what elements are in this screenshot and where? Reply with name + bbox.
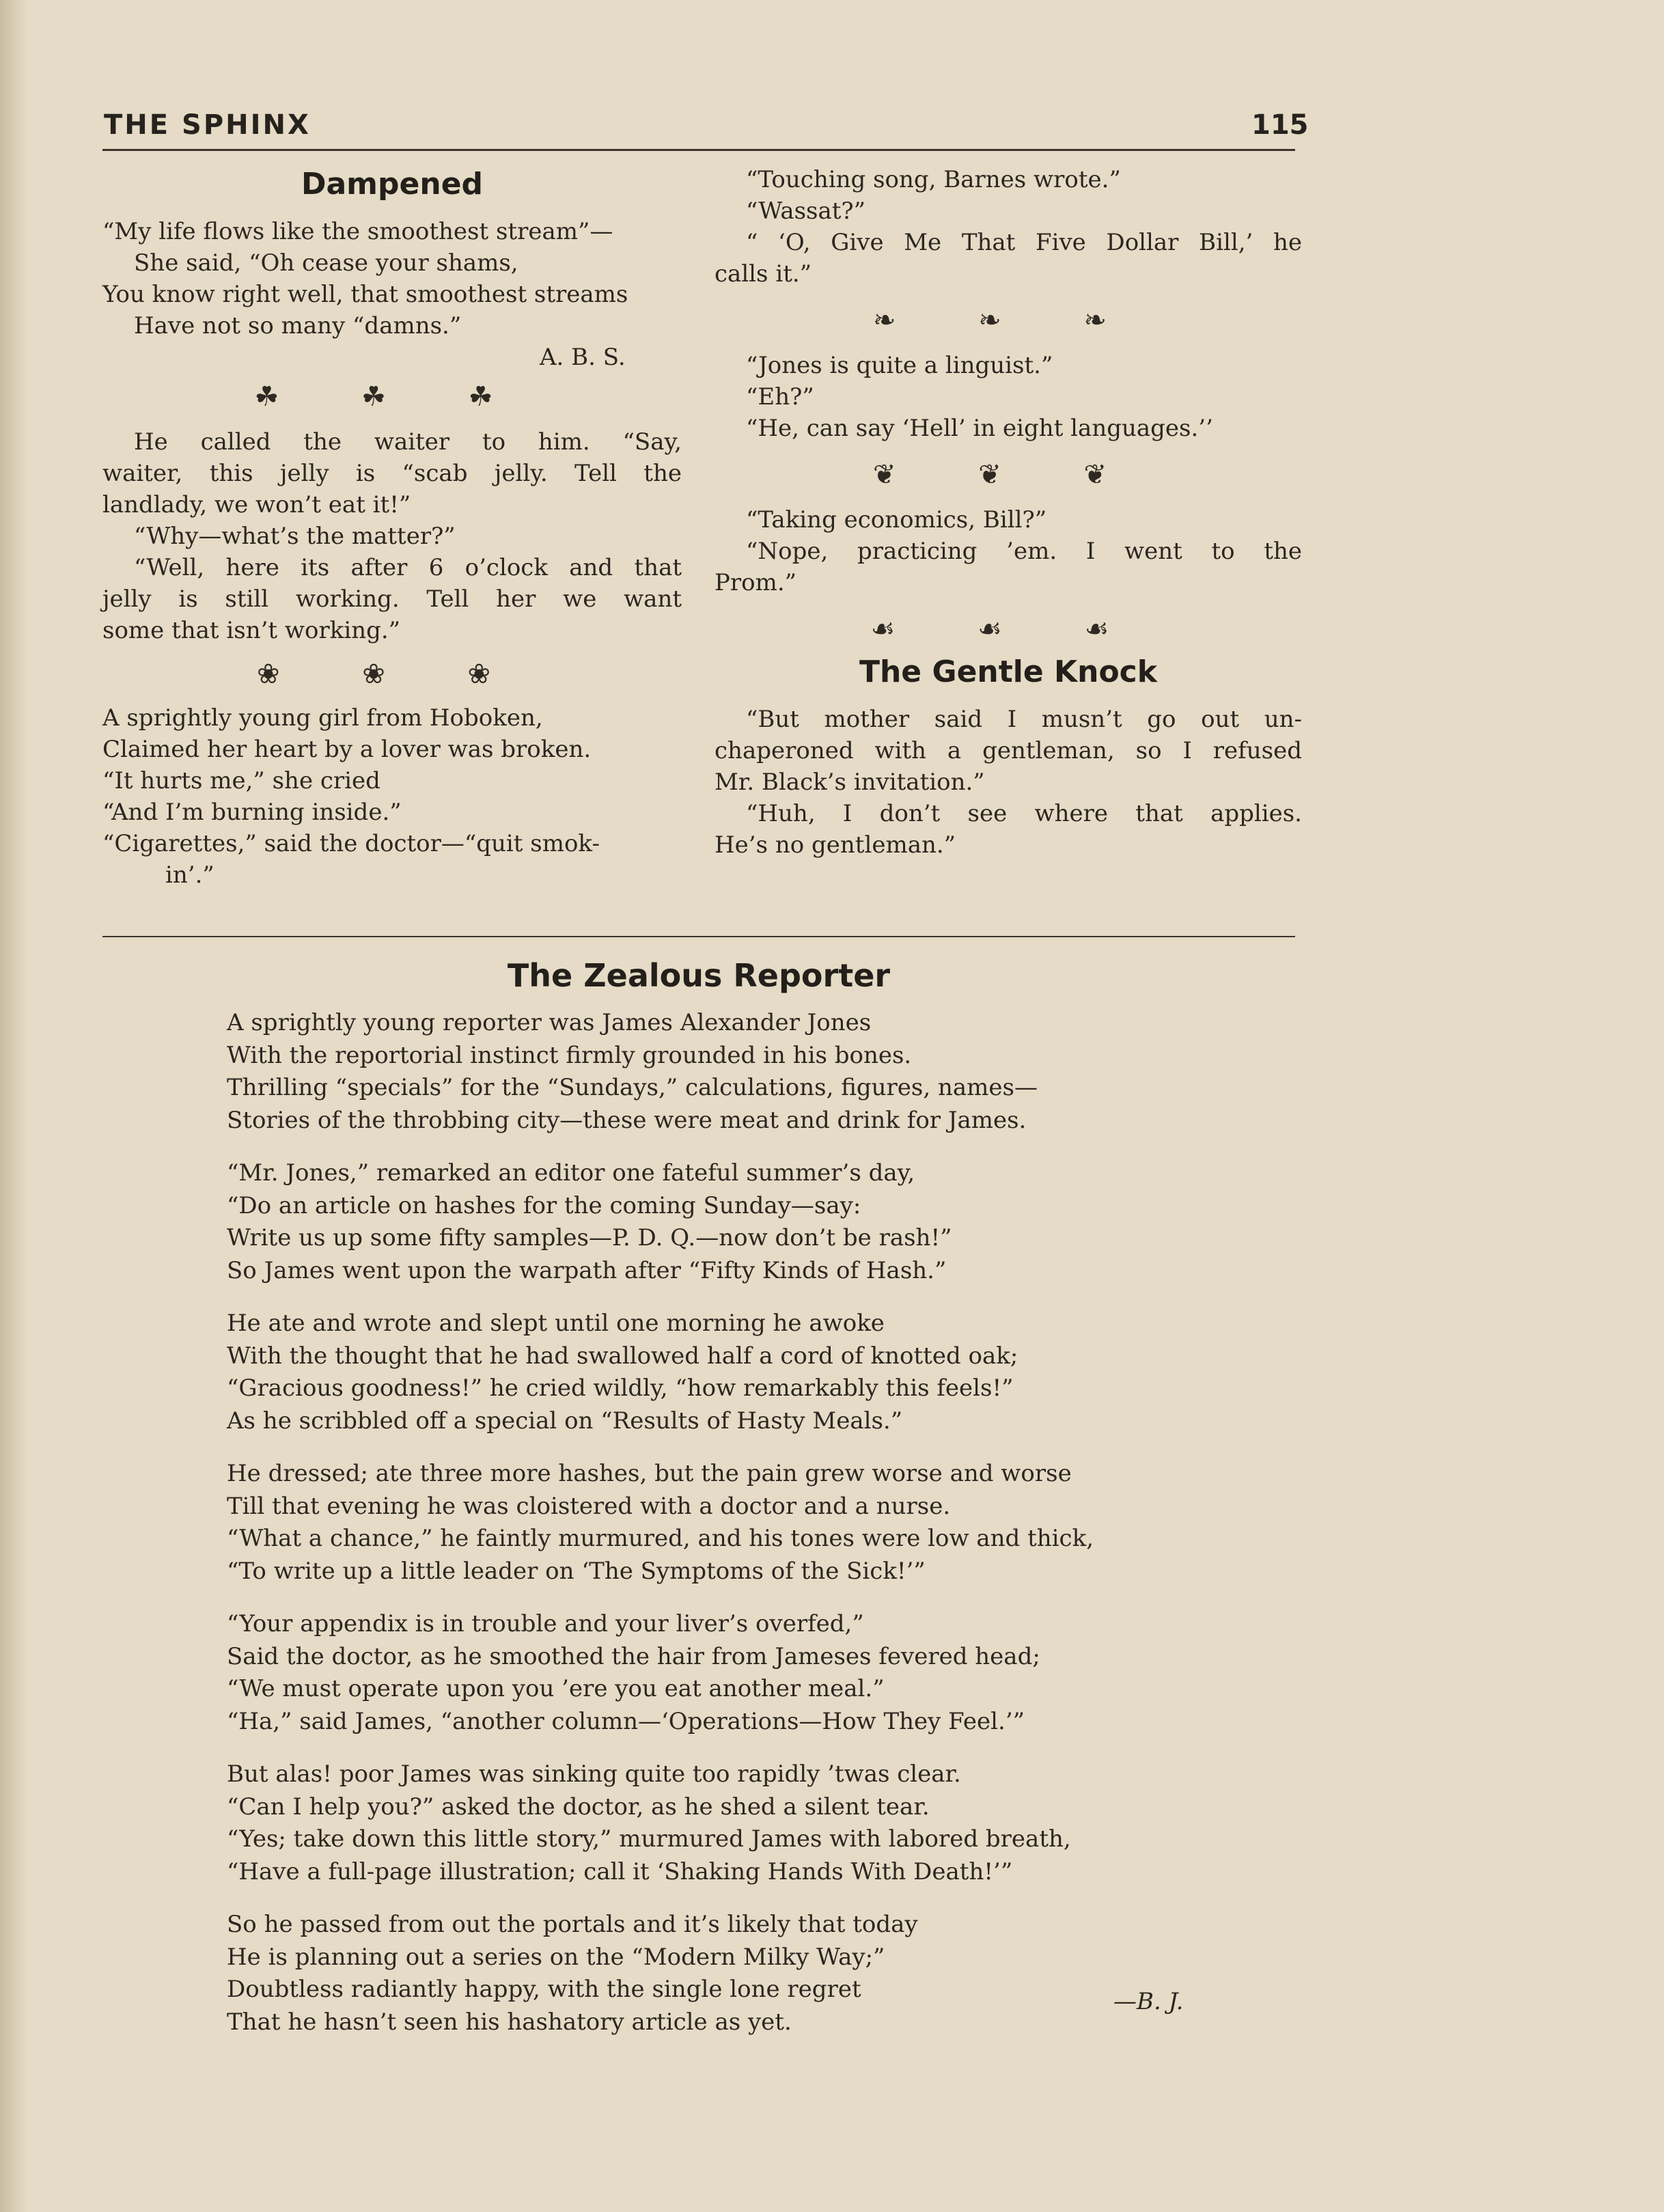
poem-line: Stories of the throbbing city—these were meat and drink for James.	[227, 1106, 1027, 1134]
text-line: He’s no gentleman.”	[715, 831, 956, 859]
poem-line: Thrilling “specials” for the “Sundays,” calculations, figures, names—	[227, 1074, 1038, 1101]
left-column	[102, 164, 682, 891]
poem-line: “Your appendix is in trouble and your liver’s overfed,”	[227, 1610, 864, 1637]
joke-line: waiter, this jelly is “scab jelly. Tell the	[102, 460, 682, 487]
poem-stanza	[227, 1157, 1238, 1287]
joke-line: “Eh?”	[746, 383, 814, 411]
poem-line: “To write up a little leader on ‘The Symptoms of the Sick!’”	[227, 1557, 926, 1585]
joke-line: “Nope, practicing ’em. I went to the	[746, 538, 1302, 565]
poem-line: With the reportorial instinct firmly grounded in his bones.	[227, 1041, 912, 1069]
zealous-reporter-poem	[227, 1007, 1238, 2059]
joke-line: landlady, we won’t eat it!”	[102, 491, 411, 519]
poem-line: He dressed; ate three more hashes, but the pain grew worse and worse	[227, 1460, 1072, 1487]
text-line: “Huh, I don’t see where that applies.	[746, 800, 1302, 827]
joke-line: “He, can say ‘Hell’ in eight languages.’’	[746, 415, 1213, 442]
poem-stanza	[227, 1909, 1238, 2038]
gentle-knock-title: The Gentle Knock	[859, 654, 1158, 689]
poem-stanza	[227, 1007, 1238, 1137]
dampened-poem	[102, 216, 682, 342]
poem-line: “Do an article on hashes for the coming Sunday—say:	[227, 1191, 861, 1219]
dampened-title: Dampened	[301, 167, 484, 202]
ornament-divider: ☘ ☘ ☘	[254, 381, 530, 413]
poem-stanza	[227, 1308, 1238, 1437]
page-binding-shadow	[0, 0, 27, 2212]
ornament-divider: ❧ ❧ ❧	[873, 305, 1143, 336]
joke-line: “Jones is quite a linguist.”	[746, 352, 1053, 379]
poem-stanza	[227, 1758, 1238, 1888]
poem-line: He ate and wrote and slept until one morning he awoke	[227, 1310, 885, 1337]
joke-line: “Touching song, Barnes wrote.”	[746, 166, 1121, 193]
poem-line: “Yes; take down this little story,” murmured James with labored breath,	[227, 1825, 1071, 1853]
ornament-divider: ☙ ☙ ☙	[870, 613, 1146, 645]
limerick-line: “It hurts me,” she cried	[102, 767, 380, 794]
poem-stanza	[227, 1608, 1238, 1738]
poem-line: So James went upon the warpath after “Fifty Kinds of Hash.”	[227, 1256, 947, 1284]
poem-line: You know right well, that smoothest streams	[102, 281, 628, 308]
text-line: chaperoned with a gentleman, so I refused	[715, 737, 1302, 764]
poem-line: As he scribbled off a special on “Results of Hasty Meals.”	[227, 1407, 903, 1435]
poem-line: So he passed from out the portals and it’s likely that today	[227, 1911, 918, 1938]
joke-line: “Wassat?”	[746, 197, 866, 225]
header-rule	[102, 149, 1295, 151]
poem-line: He is planning out a series on the “Modern Milky Way;”	[227, 1943, 885, 1971]
text-line: “But mother said I musn’t go out un-	[746, 706, 1302, 733]
poem-line: “What a chance,” he faintly murmured, and his tones were low and thick,	[227, 1525, 1094, 1552]
poem-line: “Have a full-page illustration; call it ‘Shaking Hands With Death!’”	[227, 1857, 1013, 1885]
poem-line: Have not so many “damns.”	[134, 312, 462, 340]
ornament-divider: ❀ ❀ ❀	[257, 659, 527, 690]
poem-line: “Can I help you?” asked the doctor, as he shed a silent tear.	[227, 1793, 930, 1821]
joke-line: He called the waiter to him. “Say,	[134, 428, 682, 456]
poem-line: “Mr. Jones,” remarked an editor one fateful summer’s day,	[227, 1159, 915, 1187]
poem-line: Till that evening he was cloistered with a doctor and a nurse.	[227, 1492, 951, 1520]
poem-signature: —B. J.	[1113, 1988, 1184, 2015]
gentle-knock-text	[715, 704, 1302, 861]
joke-line: jelly is still working. Tell her we want	[102, 585, 682, 613]
limerick-line: Claimed her heart by a lover was broken.	[102, 736, 592, 763]
poem-line: “Ha,” said James, “another column—‘Operations—How They Feel.’”	[227, 1707, 1025, 1735]
poem-line: Write us up some fifty samples—P. D. Q.—now don’t be rash!”	[227, 1224, 952, 1252]
limerick-line: A sprightly young girl from Hoboken,	[102, 704, 543, 732]
economics-joke	[715, 504, 1302, 598]
song-joke	[715, 164, 1302, 290]
joke-line: “Why—what’s the matter?”	[134, 523, 456, 550]
poem-line: That he hasn’t seen his hashatory article as yet.	[227, 2008, 792, 2036]
poem-line: Doubtless radiantly happy, with the single lone regret	[227, 1976, 861, 2003]
section-rule	[102, 936, 1295, 937]
right-column	[715, 164, 1302, 861]
text-line: Mr. Black’s invitation.”	[715, 769, 985, 796]
joke-line: “ ‘O, Give Me That Five Dollar Bill,’ he	[746, 229, 1302, 256]
poem-line: “My life flows like the smoothest stream”—	[102, 218, 613, 245]
running-header: THE SPHINX	[104, 109, 311, 141]
joke-line: some that isn’t working.”	[102, 617, 401, 644]
limerick-line: in’.”	[165, 861, 214, 889]
waiter-joke	[102, 426, 682, 646]
poem-line: “We must operate upon you ’ere you eat another meal.”	[227, 1675, 885, 1702]
joke-line: calls it.”	[715, 260, 812, 288]
poem-line: But alas! poor James was sinking quite too rapidly ’twas clear.	[227, 1760, 961, 1788]
poem-line: She said, “Oh cease your shams,	[134, 249, 518, 277]
poem-line: “Gracious goodness!” he cried wildly, “how remarkably this feels!”	[227, 1374, 1014, 1402]
poem-line: Said the doctor, as he smoothed the hair from Jameses fevered head;	[227, 1642, 1040, 1670]
ornament-divider: ❦ ❦ ❦	[873, 459, 1143, 490]
poem-stanza	[227, 1458, 1238, 1588]
limerick-line: “Cigarettes,” said the doctor—“quit smok-	[102, 830, 600, 857]
page-number: 115	[1251, 109, 1309, 141]
joke-line: “Well, here its after 6 o’clock and that	[134, 554, 682, 581]
joke-line: “Taking economics, Bill?”	[746, 506, 1047, 534]
dampened-attribution: A. B. S.	[540, 344, 626, 371]
limerick-line: “And I’m burning inside.”	[102, 799, 402, 826]
zealous-reporter-title: The Zealous Reporter	[507, 957, 891, 994]
hoboken-limerick	[102, 702, 682, 891]
poem-line: A sprightly young reporter was James Alexander Jones	[227, 1009, 872, 1036]
poem-line: With the thought that he had swallowed half a cord of knotted oak;	[227, 1342, 1018, 1370]
linguist-joke	[715, 350, 1302, 444]
joke-line: Prom.”	[715, 569, 797, 596]
